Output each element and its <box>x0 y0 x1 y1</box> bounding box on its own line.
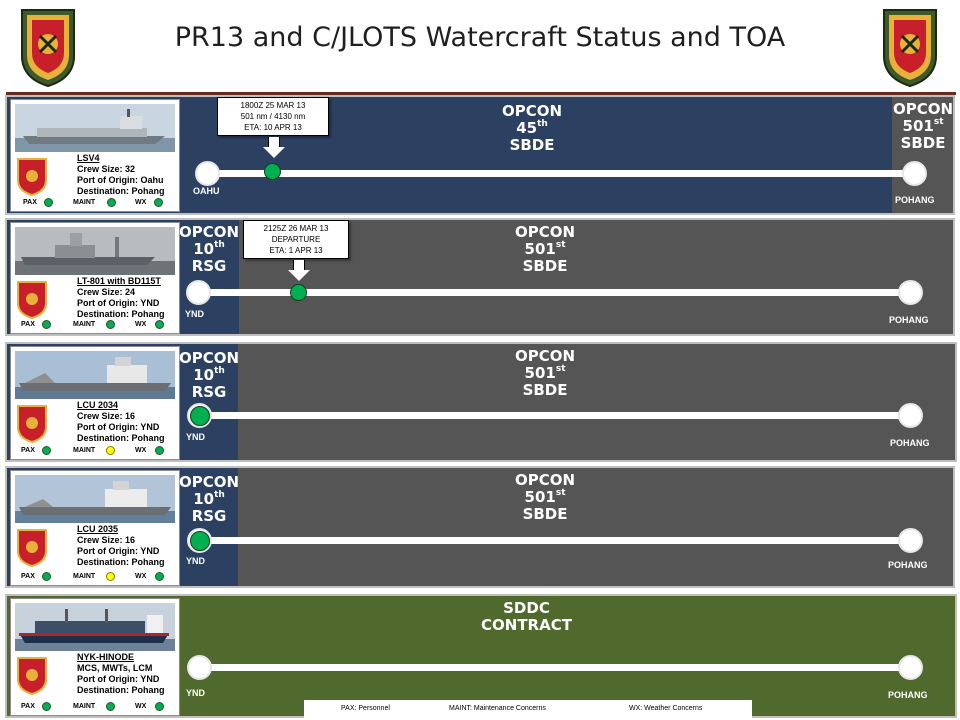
vessel-details <box>77 652 165 696</box>
port-of-origin: Port of Origin: YND <box>77 674 160 684</box>
destination-port-label: POHANG <box>895 195 935 205</box>
vessel-details <box>77 524 165 568</box>
origin-port-label: YND <box>185 309 205 319</box>
sddc-contract-label: SDDC CONTRACT <box>481 599 572 634</box>
status-indicators <box>11 572 181 582</box>
opcon-label-10th-rsg: OPCON 10th RSG <box>179 349 240 401</box>
route-track <box>202 412 917 419</box>
vessel-name: LCU 2035 <box>77 524 119 534</box>
vessel-card[interactable] <box>10 470 180 586</box>
maint-label: MAINT <box>73 321 96 328</box>
pax-label: PAX <box>23 199 37 206</box>
maint-label: MAINT <box>73 199 96 206</box>
vessel-position-marker[interactable] <box>264 163 281 180</box>
opcon-label-45th-sbde: OPCON 45th SBDE <box>502 102 563 154</box>
status-indicators <box>11 198 181 208</box>
vessel-position-marker[interactable] <box>190 406 210 426</box>
destination-node[interactable] <box>898 280 923 305</box>
maint-label: MAINT <box>73 703 96 710</box>
maint-status-dot <box>107 198 116 207</box>
vessel-emblem <box>15 527 49 567</box>
legend-wx: WX: Weather Concerns <box>629 705 703 712</box>
destination: Destination: Pohang <box>77 186 165 196</box>
vessel-emblem <box>15 655 49 695</box>
vessel-position-marker[interactable] <box>190 531 210 551</box>
origin-node[interactable] <box>187 655 212 680</box>
opcon-label-10th-rsg: OPCON 10th RSG <box>179 473 240 525</box>
destination-port-label: POHANG <box>890 438 930 448</box>
destination: Destination: Pohang <box>77 557 165 567</box>
maint-status-dot <box>106 572 115 581</box>
pax-status-dot <box>42 320 51 329</box>
opcon-zone-501st-sbde <box>238 344 957 460</box>
status-indicators <box>11 702 181 712</box>
port-of-origin: Port of Origin: YND <box>77 422 160 432</box>
vessel-name: NYK-HINODE <box>77 652 135 662</box>
vessel-details <box>77 400 165 444</box>
wx-label: WX <box>135 321 147 328</box>
lcu-ship-photo-icon <box>15 351 175 399</box>
destination: Destination: Pohang <box>77 433 165 443</box>
lsv-ship-photo-icon <box>15 104 175 152</box>
wx-label: WX <box>135 447 147 454</box>
vessel-emblem <box>15 156 49 196</box>
cargo-manifest: MCS, MWTs, LCM <box>77 663 153 673</box>
vessel-name: LSV4 <box>77 153 100 163</box>
port-of-origin: Port of Origin: YND <box>77 298 160 308</box>
callout-arrow-stem <box>268 137 280 147</box>
route-track <box>202 537 917 544</box>
callout-arrow-head <box>288 270 310 281</box>
origin-node[interactable] <box>186 280 211 305</box>
destination-node[interactable] <box>898 403 923 428</box>
tug-ship-photo-icon <box>15 227 175 275</box>
jtf-emblem-icon <box>15 527 49 567</box>
lcu-ship-photo-icon <box>15 475 175 523</box>
vessel-card[interactable] <box>10 99 180 212</box>
origin-port-label: YND <box>186 432 206 442</box>
jtf-emblem-icon <box>15 403 49 443</box>
maint-status-dot <box>106 702 115 711</box>
port-of-origin: Port of Origin: Oahu <box>77 175 164 185</box>
origin-node[interactable] <box>195 161 220 186</box>
origin-port-label: YND <box>186 556 206 566</box>
callout-arrow-stem <box>293 260 305 270</box>
vessel-details <box>77 276 165 320</box>
port-of-origin: Port of Origin: YND <box>77 546 160 556</box>
pax-status-dot <box>44 198 53 207</box>
pax-label: PAX <box>21 321 35 328</box>
wx-label: WX <box>135 199 147 206</box>
destination-port-label: POHANG <box>888 690 928 700</box>
vessel-card[interactable] <box>10 598 180 716</box>
vessel-row-lcu2035 <box>5 466 955 588</box>
origin-port-label: OAHU <box>193 186 220 196</box>
opcon-label-501st-sbde: OPCON 501st SBDE <box>515 347 576 399</box>
destination: Destination: Pohang <box>77 685 165 695</box>
destination-node[interactable] <box>902 161 927 186</box>
opcon-label-501st-sbde: OPCON 501st SBDE <box>515 223 576 275</box>
route-track <box>202 664 917 671</box>
wx-status-dot <box>155 446 164 455</box>
destination-node[interactable] <box>898 528 923 553</box>
vessel-emblem <box>15 279 49 319</box>
crew-size: Crew Size: 16 <box>77 535 136 545</box>
vessel-row-lt801 <box>5 218 955 336</box>
wx-label: WX <box>135 573 147 580</box>
vessel-emblem <box>15 403 49 443</box>
status-indicators <box>11 446 181 456</box>
jtf-emblem-icon <box>15 655 49 695</box>
vessel-row-lcu2034 <box>5 342 957 462</box>
legend-pax: PAX: Personnel <box>341 705 390 712</box>
vessel-card[interactable] <box>10 346 180 460</box>
crew-size: Crew Size: 32 <box>77 164 136 174</box>
pax-label: PAX <box>21 573 35 580</box>
wx-status-dot <box>155 572 164 581</box>
status-legend <box>304 700 752 718</box>
destination-port-label: POHANG <box>889 315 929 325</box>
status-indicators <box>11 320 181 330</box>
opcon-label-501st-sbde: OPCON 501st SBDE <box>515 471 576 523</box>
legend-maint: MAINT: Maintenance Concerns <box>449 705 546 712</box>
position-callout: 1800Z 25 MAR 13 501 nm / 4130 nm ETA: 10 APR 13 <box>217 97 329 136</box>
wx-status-dot <box>155 702 164 711</box>
vessel-name: LCU 2034 <box>77 400 119 410</box>
cargo-ship-photo-icon <box>15 603 175 651</box>
jtf-emblem-icon <box>15 279 49 319</box>
destination: Destination: Pohang <box>77 309 165 319</box>
route-track <box>207 170 919 177</box>
opcon-label-501st-sbde: OPCON 501st SBDE <box>893 100 954 152</box>
pax-status-dot <box>42 702 51 711</box>
pax-label: PAX <box>21 447 35 454</box>
vessel-position-marker[interactable] <box>290 284 307 301</box>
vessel-details <box>77 153 165 197</box>
position-callout: 2125Z 26 MAR 13 DEPARTURE ETA: 1 APR 13 <box>243 220 349 259</box>
maint-label: MAINT <box>73 573 96 580</box>
origin-port-label: YND <box>186 688 206 698</box>
destination-node[interactable] <box>898 655 923 680</box>
pax-status-dot <box>42 446 51 455</box>
wx-label: WX <box>135 703 147 710</box>
crew-size: Crew Size: 24 <box>77 287 136 297</box>
destination-port-label: POHANG <box>888 560 928 570</box>
maint-label: MAINT <box>73 447 96 454</box>
vessel-row-lsv4 <box>5 95 955 215</box>
jtf-emblem-icon <box>15 156 49 196</box>
pax-status-dot <box>42 572 51 581</box>
callout-arrow-head <box>263 147 285 158</box>
wx-status-dot <box>154 198 163 207</box>
pax-label: PAX <box>21 703 35 710</box>
opcon-label-10th-rsg: OPCON 10th RSG <box>179 223 240 275</box>
opcon-zone-501st-sbde <box>238 468 955 586</box>
crew-size: Crew Size: 16 <box>77 411 136 421</box>
vessel-name: LT-801 with BD115T <box>77 276 161 286</box>
wx-status-dot <box>155 320 164 329</box>
page-title: PR13 and C/JLOTS Watercraft Status and TOA <box>174 22 786 53</box>
maint-status-dot <box>106 446 115 455</box>
maint-status-dot <box>106 320 115 329</box>
vessel-card[interactable] <box>10 222 180 334</box>
